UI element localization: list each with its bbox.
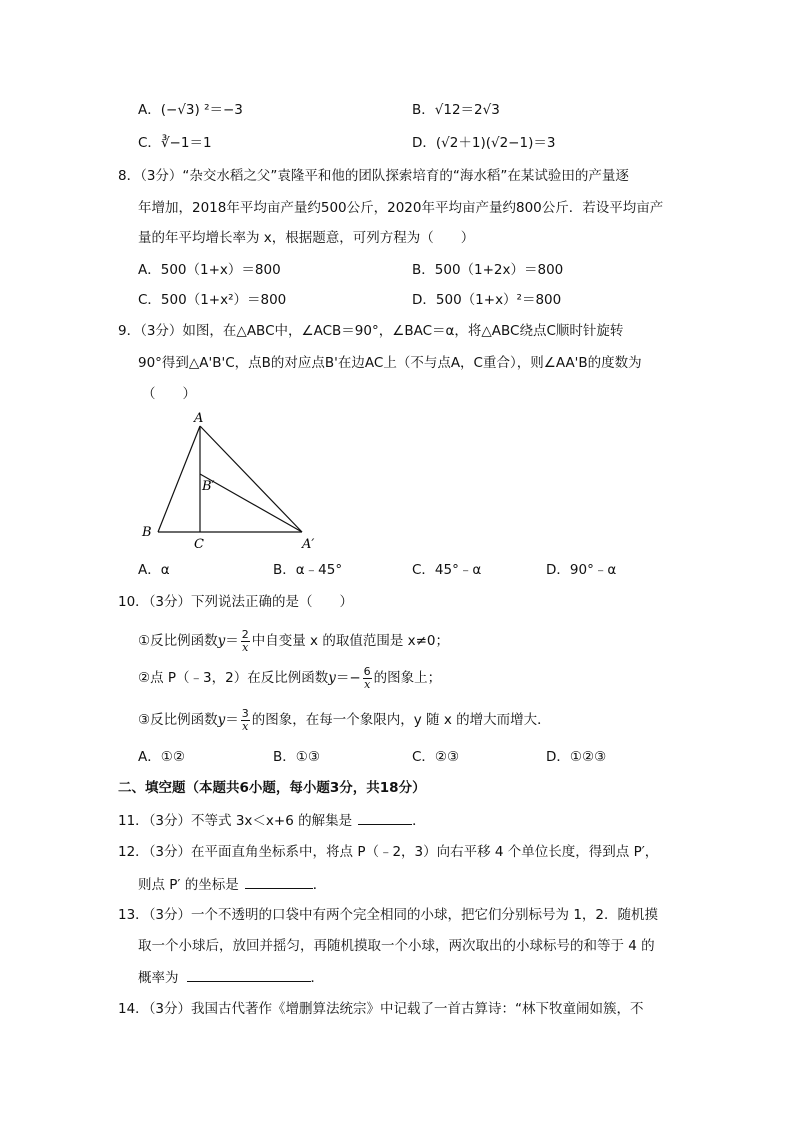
q8-option-d: D．500（1+x）²＝800 [412,292,562,308]
q10-s3-post: 的图象，在每一个象限内，y 随 x 的增大而增大． [251,712,551,728]
q14-line-1 [118,999,644,1019]
q10-s2-pre: ②点 P（﹣3，2）在反比例函数 [138,670,329,686]
q8-line-2: 年增加，2018年平均亩产量约500公斤，2020年平均亩产量约800公斤．若设平均亩产 [138,200,664,216]
q9-line-1 [118,321,623,341]
label-point-b: B [142,525,152,540]
q7-option-a-label: A． [138,102,161,118]
q10-s3-numerator: 3 [241,706,249,720]
q7-option-c [138,133,212,153]
q10-s2-eq: ＝− [335,670,361,686]
q12-text-2: 则点 P′ 的坐标是 [138,877,239,893]
q11-text: （3分）不等式 3x＜x+6 的解集是 [148,813,353,829]
q10-s2-post: 的图象上； [373,670,442,686]
q10-s2-denominator: x [364,677,371,691]
q7-option-d [412,133,555,153]
label-point-a-prime: A′ [302,537,315,552]
q8-number: 8． [118,168,141,184]
q13-line-3 [138,967,324,988]
q10-option-c: C．②③ [412,749,460,765]
q12-text-1: （3分）在平面直角坐标系中，将点 P（﹣2，3）向右平移 4 个单位长度，得到点 P′， [148,844,659,860]
q7-option-a-text: (−√3) ²＝−3 [160,102,243,118]
q11 [118,810,426,831]
q13-line-2: 取一个小球后，放回并摇匀，再随机摸取一个小球，两次取出的小球标号的和等于 4 的 [138,938,655,954]
q10-number: 10． [118,594,149,610]
q12-line-1 [118,842,658,862]
q10-statement-3 [138,706,551,734]
q10-statement-1 [138,627,449,655]
q12-line-2 [138,874,326,895]
q10-s3-fraction [241,708,250,733]
q9-triangle-figure [130,408,330,556]
q10-stem-text: （3分）下列说法正确的是（ ） [148,594,354,610]
segment-aa-prime [200,426,302,532]
q13-text-1: （3分）一个不透明的口袋中有两个完全相同的小球，把它们分别标号为 1，2．随机摸 [148,907,658,923]
q10-s3-y: y [217,712,226,728]
q9-line-3: （ ） [142,386,196,402]
q13-number: 13． [118,907,149,923]
q10-s3-eq: ＝ [225,712,239,728]
q10-s2-fraction [363,666,372,691]
label-point-b-prime: B′ [202,479,215,494]
q7-option-c-label: C． [138,135,161,151]
q9-line-2: 90°得到△A'B'C，点B的对应点B'在边AC上（不与点A，C重合），则∠AA'B的度数为 [138,355,642,371]
q11-answer-blank[interactable] [358,810,412,825]
segment-b-prime-a-prime [200,474,302,532]
q10-s1-y: y [217,633,226,649]
q10-s1-pre: ①反比例函数 [138,633,218,649]
q7-option-c-text: ∛−1＝1 [160,135,212,151]
q10-s2-numerator: 6 [363,664,371,678]
q10-s3-denominator: x [242,719,249,733]
q13-answer-blank[interactable] [187,967,311,982]
q9-option-d: D．90°﹣α [546,562,617,578]
q10-s1-denominator: x [242,640,249,654]
section-2-heading: 二、填空题（本题共6小题，每小题3分，共18分） [118,780,426,796]
q8-option-c: C．500（1+x²）＝800 [138,292,287,308]
q13-text-3: 概率为 [138,970,179,986]
q9-number: 9． [118,323,141,339]
q8-line-1 [118,166,629,186]
q9-option-a: A．α [138,562,170,578]
q9-option-c: C．45°﹣α [412,562,482,578]
label-point-c: C [194,537,204,552]
q9-text-1: （3分）如图，在△ABC中，∠ACB＝90°，∠BAC＝α，将△ABC绕点C顺时针旋转 [140,323,624,339]
q10-s2-y: y [328,670,336,686]
label-point-a: A [194,411,204,426]
q7-option-b-text: √12＝2√3 [434,102,500,118]
q8-option-a: A．500（1+x）＝800 [138,262,281,278]
q14-number: 14． [118,1001,149,1017]
q10-s1-numerator: 2 [241,627,249,641]
q10-stem [118,592,353,612]
segment-ab [158,426,200,532]
q12-number: 12． [118,844,149,860]
q8-line-3: 量的年平均增长率为 x，根据题意，可列方程为（ ） [138,230,475,246]
q10-statement-2 [138,664,441,692]
q10-s1-post: 中自变量 x 的取值范围是 x≠0； [251,633,450,649]
q11-number: 11． [118,813,149,829]
q10-s1-fraction [241,629,250,654]
q10-option-b: B．①③ [273,749,320,765]
q10-s1-eq: ＝ [225,633,239,649]
q10-option-d: D．①②③ [546,749,607,765]
q12-post: ． [312,877,327,893]
q8-text-1: （3分）“杂交水稻之父”袁隆平和他的团队探索培育的“海水稻”在某试验田的产量逐 [140,168,629,184]
q7-option-d-label: D． [412,135,436,151]
q13-post: ． [310,970,324,986]
q14-text-1: （3分）我国古代著作《增删算法统宗》中记载了一首古算诗：“林下牧童闹如簇，不 [148,1001,644,1017]
q7-option-b-label: B． [412,102,435,118]
q10-s3-pre: ③反比例函数 [138,712,218,728]
q7-option-a [138,100,243,120]
q10-option-a: A．①② [138,749,185,765]
q13-line-1 [118,905,658,925]
q12-answer-blank[interactable] [245,874,313,889]
q9-option-b: B．α﹣45° [273,562,343,578]
q8-option-b: B．500（1+2x）＝800 [412,262,564,278]
q7-option-b [412,100,500,120]
q11-post: ． [412,813,426,829]
q7-option-d-text: (√2＋1)(√2−1)＝3 [435,135,556,151]
